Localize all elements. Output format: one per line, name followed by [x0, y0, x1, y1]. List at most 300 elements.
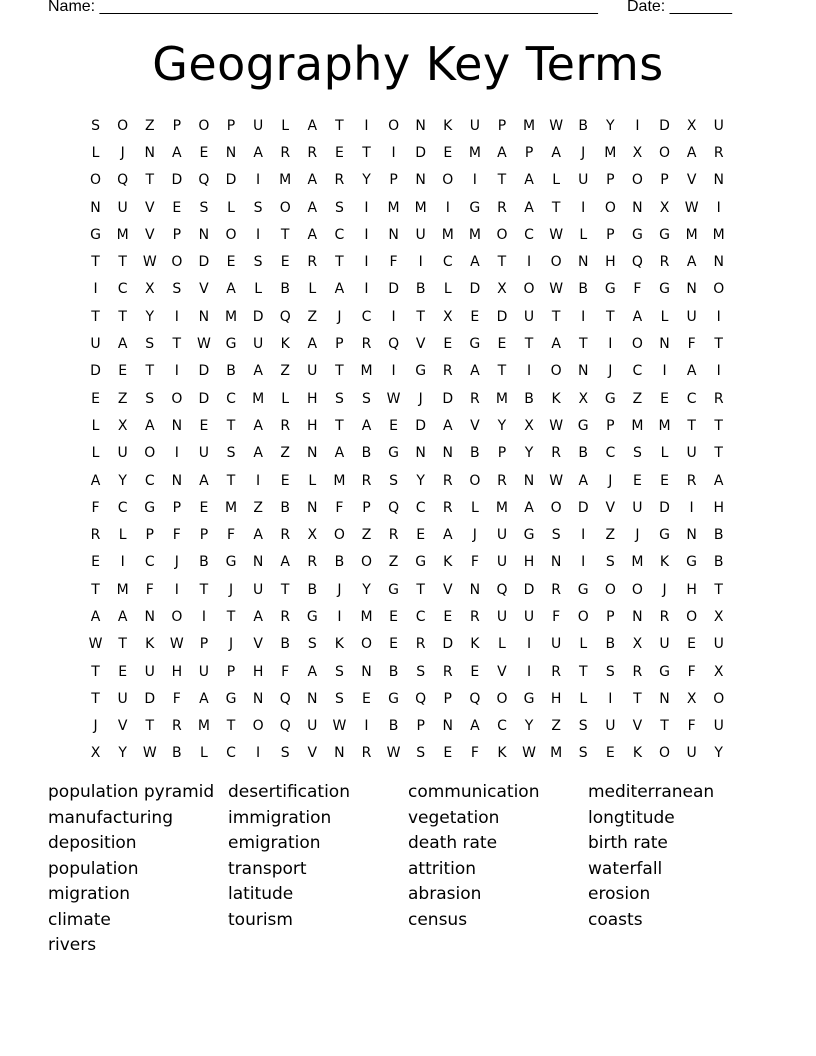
grid-letter[interactable]: T	[497, 363, 507, 380]
grid-letter[interactable]: S	[334, 663, 344, 680]
grid-letter[interactable]: F	[470, 745, 479, 762]
grid-letter[interactable]: F	[172, 527, 181, 544]
grid-letter[interactable]: O	[333, 527, 345, 544]
grid-letter[interactable]: I	[174, 581, 179, 598]
grid-letter[interactable]: R	[659, 254, 670, 271]
grid-letter[interactable]: N	[686, 281, 697, 298]
grid-letter[interactable]: G	[469, 336, 481, 353]
grid-letter[interactable]: I	[526, 663, 532, 680]
grid-letter[interactable]: T	[226, 608, 236, 625]
grid-letter[interactable]: J	[608, 472, 613, 489]
grid-letter[interactable]: O	[171, 390, 183, 407]
grid-letter[interactable]: I	[716, 363, 721, 380]
grid-letter[interactable]: X	[659, 199, 670, 216]
grid-letter[interactable]: M	[333, 472, 346, 489]
grid-letter[interactable]: C	[226, 390, 236, 407]
grid-letter[interactable]: N	[632, 608, 643, 625]
grid-letter[interactable]: Z	[144, 117, 155, 134]
grid-letter[interactable]: O	[496, 226, 508, 243]
grid-letter[interactable]: I	[364, 199, 369, 216]
grid-letter[interactable]: N	[90, 199, 101, 216]
grid-letter[interactable]: I	[581, 308, 586, 325]
grid-letter[interactable]: Q	[469, 690, 481, 707]
grid-letter[interactable]: E	[470, 663, 480, 680]
grid-letter[interactable]: U	[117, 445, 128, 462]
grid-letter[interactable]: N	[713, 172, 724, 189]
grid-letter[interactable]: E	[416, 527, 426, 544]
grid-letter[interactable]: P	[226, 117, 236, 134]
grid-letter[interactable]: U	[90, 336, 101, 353]
grid-letter[interactable]: G	[659, 226, 670, 243]
grid-letter[interactable]: A	[442, 417, 453, 434]
grid-letter[interactable]: Q	[279, 690, 291, 707]
grid-letter[interactable]: N	[577, 363, 589, 380]
grid-letter[interactable]: L	[281, 390, 290, 407]
grid-letter[interactable]: D	[659, 499, 670, 516]
grid-letter[interactable]: D	[496, 308, 508, 325]
grid-letter[interactable]: G	[469, 199, 481, 216]
grid-letter[interactable]: B	[226, 363, 236, 380]
grid-letter[interactable]: I	[256, 472, 261, 489]
grid-letter[interactable]: V	[497, 663, 507, 680]
grid-letter[interactable]: I	[608, 336, 613, 353]
grid-letter[interactable]: I	[391, 144, 396, 161]
grid-letter[interactable]: L	[308, 472, 317, 489]
grid-letter[interactable]: T	[91, 254, 100, 271]
grid-letter[interactable]: S	[91, 117, 100, 134]
grid-letter[interactable]: A	[361, 417, 372, 434]
grid-letter[interactable]: P	[416, 718, 425, 735]
grid-letter[interactable]: A	[90, 608, 101, 625]
grid-letter[interactable]: N	[307, 445, 318, 462]
grid-letter[interactable]: G	[388, 690, 399, 707]
grid-letter[interactable]: T	[362, 144, 371, 161]
grid-letter[interactable]: I	[635, 117, 640, 134]
grid-letter[interactable]: P	[362, 499, 371, 516]
grid-letter[interactable]: R	[442, 663, 453, 680]
grid-letter[interactable]: E	[389, 417, 398, 434]
grid-letter[interactable]: P	[497, 445, 507, 462]
grid-letter[interactable]: O	[604, 581, 616, 598]
grid-letter[interactable]: Y	[524, 445, 534, 462]
grid-letter[interactable]: U	[252, 581, 264, 598]
grid-letter[interactable]: K	[659, 554, 670, 571]
grid-letter[interactable]: A	[253, 527, 263, 544]
grid-letter[interactable]: E	[389, 636, 398, 653]
grid-letter[interactable]: T	[145, 363, 155, 380]
grid-letter[interactable]: G	[306, 608, 318, 625]
grid-letter[interactable]: N	[307, 690, 318, 707]
grid-letter[interactable]: U	[686, 745, 697, 762]
grid-letter[interactable]: F	[687, 663, 696, 680]
grid-letter[interactable]: L	[308, 281, 317, 298]
grid-letter[interactable]: G	[659, 281, 670, 298]
grid-letter[interactable]: I	[716, 308, 721, 325]
grid-letter[interactable]: S	[145, 390, 155, 407]
grid-letter[interactable]: U	[659, 636, 670, 653]
grid-letter[interactable]: T	[416, 581, 425, 598]
grid-letter[interactable]: O	[144, 445, 156, 462]
grid-letter[interactable]: X	[144, 281, 155, 298]
grid-letter[interactable]: X	[442, 308, 453, 325]
date-field[interactable]: Date: _______	[627, 0, 732, 15]
grid-letter[interactable]: J	[174, 554, 179, 571]
grid-letter[interactable]: A	[226, 281, 236, 298]
grid-letter[interactable]: A	[551, 144, 561, 161]
grid-letter[interactable]: T	[118, 254, 127, 271]
grid-letter[interactable]: J	[228, 581, 234, 598]
grid-letter[interactable]: W	[549, 117, 564, 134]
grid-letter[interactable]: I	[608, 690, 613, 707]
grid-letter[interactable]: C	[524, 226, 534, 243]
grid-letter[interactable]: A	[524, 172, 534, 189]
grid-letter[interactable]: U	[496, 608, 508, 625]
grid-letter[interactable]: X	[117, 417, 128, 434]
grid-letter[interactable]: I	[120, 554, 125, 571]
grid-letter[interactable]: Q	[631, 254, 643, 271]
grid-letter[interactable]: J	[608, 363, 613, 380]
grid-letter[interactable]: N	[442, 445, 453, 462]
grid-letter[interactable]: T	[551, 308, 561, 325]
grid-letter[interactable]: R	[334, 172, 345, 189]
grid-letter[interactable]: G	[415, 363, 427, 380]
grid-letter[interactable]: U	[307, 718, 318, 735]
grid-letter[interactable]: U	[415, 226, 426, 243]
grid-letter[interactable]: L	[281, 117, 290, 134]
grid-letter[interactable]: I	[391, 363, 396, 380]
grid-letter[interactable]: I	[662, 363, 667, 380]
grid-letter[interactable]: E	[91, 554, 100, 571]
grid-letter[interactable]: M	[658, 417, 671, 434]
grid-letter[interactable]: Y	[606, 117, 615, 134]
grid-letter[interactable]: A	[199, 472, 209, 489]
grid-letter[interactable]: P	[497, 117, 507, 134]
grid-letter[interactable]: P	[524, 144, 534, 161]
grid-letter[interactable]: J	[581, 144, 586, 161]
grid-letter[interactable]: A	[90, 472, 101, 489]
grid-letter[interactable]: U	[252, 117, 264, 134]
grid-letter[interactable]: N	[659, 336, 670, 353]
grid-letter[interactable]: V	[307, 745, 318, 762]
grid-letter[interactable]: U	[686, 445, 697, 462]
grid-letter[interactable]: U	[605, 718, 616, 735]
grid-letter[interactable]: B	[307, 581, 318, 598]
grid-letter[interactable]: Z	[605, 527, 616, 544]
grid-letter[interactable]: U	[551, 636, 562, 653]
grid-letter[interactable]: G	[659, 527, 670, 544]
grid-letter[interactable]: F	[389, 254, 398, 271]
grid-letter[interactable]: E	[632, 472, 642, 489]
grid-letter[interactable]: T	[226, 718, 236, 735]
grid-letter[interactable]: O	[659, 745, 671, 762]
grid-letter[interactable]: E	[389, 608, 398, 625]
grid-letter[interactable]: Q	[117, 172, 129, 189]
grid-letter[interactable]: U	[686, 308, 697, 325]
grid-letter[interactable]: M	[495, 390, 508, 407]
grid-letter[interactable]: L	[200, 745, 208, 762]
grid-letter[interactable]: X	[713, 608, 724, 625]
grid-letter[interactable]: A	[307, 663, 318, 680]
grid-letter[interactable]: F	[226, 527, 236, 544]
grid-letter[interactable]: S	[226, 445, 236, 462]
grid-letter[interactable]: C	[226, 745, 236, 762]
grid-letter[interactable]: H	[171, 663, 183, 680]
grid-letter[interactable]: E	[226, 254, 236, 271]
grid-letter[interactable]: J	[635, 527, 640, 544]
grid-letter[interactable]: Z	[361, 527, 372, 544]
grid-letter[interactable]: L	[227, 199, 235, 216]
grid-letter[interactable]: W	[549, 417, 564, 434]
grid-letter[interactable]: S	[389, 472, 399, 489]
grid-letter[interactable]: L	[579, 690, 588, 707]
grid-letter[interactable]: D	[198, 390, 210, 407]
grid-letter[interactable]: V	[442, 581, 453, 598]
grid-letter[interactable]: M	[441, 226, 454, 243]
grid-letter[interactable]: S	[578, 745, 588, 762]
grid-letter[interactable]: I	[364, 117, 369, 134]
grid-letter[interactable]: R	[469, 390, 480, 407]
grid-letter[interactable]: P	[389, 172, 398, 189]
grid-letter[interactable]: I	[391, 308, 396, 325]
grid-letter[interactable]: G	[604, 390, 616, 407]
grid-letter[interactable]: B	[605, 636, 616, 653]
grid-letter[interactable]: O	[631, 172, 643, 189]
grid-letter[interactable]: E	[443, 144, 453, 161]
grid-letter[interactable]: S	[199, 199, 209, 216]
name-field[interactable]: Name: ________________________________________________________	[48, 0, 598, 15]
grid-letter[interactable]: S	[362, 390, 371, 407]
grid-letter[interactable]: N	[415, 445, 426, 462]
grid-letter[interactable]: M	[387, 199, 400, 216]
grid-letter[interactable]: D	[577, 499, 589, 516]
grid-letter[interactable]: C	[605, 445, 616, 462]
grid-letter[interactable]: W	[332, 718, 347, 735]
grid-letter[interactable]: E	[199, 417, 209, 434]
grid-letter[interactable]: S	[145, 336, 155, 353]
grid-letter[interactable]: I	[581, 527, 586, 544]
grid-letter[interactable]: G	[523, 527, 535, 544]
grid-letter[interactable]: T	[280, 581, 290, 598]
grid-letter[interactable]: B	[415, 281, 426, 298]
grid-letter[interactable]: R	[361, 336, 372, 353]
grid-letter[interactable]: T	[714, 581, 723, 598]
grid-letter[interactable]: A	[524, 199, 534, 216]
grid-letter[interactable]: V	[470, 417, 480, 434]
grid-letter[interactable]: S	[307, 636, 317, 653]
grid-letter[interactable]: B	[280, 636, 290, 653]
grid-letter[interactable]: R	[361, 745, 372, 762]
grid-letter[interactable]: A	[334, 445, 345, 462]
grid-letter[interactable]: Z	[632, 390, 643, 407]
grid-letter[interactable]: N	[334, 745, 345, 762]
grid-letter[interactable]: Q	[388, 499, 400, 516]
grid-letter[interactable]: X	[632, 636, 643, 653]
grid-letter[interactable]: S	[253, 254, 263, 271]
grid-letter[interactable]: M	[523, 117, 536, 134]
grid-letter[interactable]: G	[144, 499, 156, 516]
grid-letter[interactable]: T	[714, 336, 723, 353]
grid-letter[interactable]: U	[713, 636, 724, 653]
grid-letter[interactable]: M	[116, 226, 129, 243]
grid-letter[interactable]: T	[335, 417, 344, 434]
grid-letter[interactable]: I	[174, 445, 179, 462]
grid-letter[interactable]: A	[307, 336, 318, 353]
grid-letter[interactable]: V	[605, 499, 616, 516]
grid-letter[interactable]: H	[713, 499, 724, 516]
grid-letter[interactable]: F	[172, 690, 181, 707]
grid-letter[interactable]: B	[334, 554, 345, 571]
grid-letter[interactable]: F	[91, 499, 100, 516]
grid-letter[interactable]: S	[632, 445, 642, 462]
grid-letter[interactable]: P	[606, 417, 615, 434]
grid-letter[interactable]: Z	[253, 499, 263, 516]
grid-letter[interactable]: Q	[496, 581, 508, 598]
grid-letter[interactable]: V	[632, 718, 643, 735]
grid-letter[interactable]: O	[659, 144, 671, 161]
grid-letter[interactable]: R	[469, 608, 480, 625]
grid-letter[interactable]: C	[361, 308, 372, 325]
grid-letter[interactable]: V	[199, 281, 209, 298]
grid-letter[interactable]: Y	[118, 745, 127, 762]
grid-letter[interactable]: E	[687, 636, 697, 653]
grid-letter[interactable]: O	[577, 608, 589, 625]
grid-letter[interactable]: O	[360, 636, 372, 653]
grid-letter[interactable]: R	[713, 390, 724, 407]
grid-letter[interactable]: U	[198, 445, 210, 462]
grid-letter[interactable]: P	[172, 499, 182, 516]
grid-letter[interactable]: A	[470, 254, 480, 271]
grid-letter[interactable]: A	[470, 718, 480, 735]
grid-letter[interactable]: A	[497, 144, 507, 161]
grid-letter[interactable]: V	[144, 226, 155, 243]
grid-letter[interactable]: K	[632, 745, 643, 762]
grid-letter[interactable]: Y	[118, 472, 127, 489]
grid-letter[interactable]: J	[120, 144, 125, 161]
grid-letter[interactable]: P	[199, 527, 209, 544]
grid-letter[interactable]: W	[549, 281, 564, 298]
grid-letter[interactable]: T	[524, 336, 534, 353]
grid-letter[interactable]: O	[496, 690, 508, 707]
grid-letter[interactable]: U	[469, 117, 480, 134]
grid-letter[interactable]: W	[386, 745, 401, 762]
grid-letter[interactable]: W	[684, 199, 699, 216]
grid-letter[interactable]: M	[712, 226, 725, 243]
grid-letter[interactable]: A	[686, 144, 697, 161]
grid-letter[interactable]: I	[174, 308, 179, 325]
grid-letter[interactable]: B	[280, 499, 290, 516]
grid-letter[interactable]: P	[335, 336, 344, 353]
grid-letter[interactable]: H	[307, 390, 318, 407]
grid-letter[interactable]: T	[660, 718, 669, 735]
grid-letter[interactable]: M	[685, 226, 698, 243]
grid-letter[interactable]: R	[551, 663, 561, 680]
grid-letter[interactable]: N	[713, 254, 724, 271]
grid-letter[interactable]: R	[551, 445, 561, 462]
grid-letter[interactable]: I	[472, 172, 477, 189]
grid-letter[interactable]: L	[579, 636, 588, 653]
grid-letter[interactable]: A	[253, 363, 263, 380]
grid-letter[interactable]: N	[252, 690, 264, 707]
grid-letter[interactable]: A	[334, 281, 345, 298]
grid-letter[interactable]: R	[442, 499, 453, 516]
grid-letter[interactable]: T	[280, 226, 290, 243]
grid-letter[interactable]: H	[605, 254, 616, 271]
grid-letter[interactable]: P	[172, 117, 182, 134]
grid-letter[interactable]: J	[418, 390, 423, 407]
grid-letter[interactable]: N	[686, 527, 697, 544]
grid-letter[interactable]: A	[307, 172, 318, 189]
grid-letter[interactable]: R	[280, 144, 291, 161]
grid-letter[interactable]: I	[689, 499, 694, 516]
grid-letter[interactable]: K	[497, 745, 507, 762]
grid-letter[interactable]: K	[280, 336, 290, 353]
grid-letter[interactable]: G	[686, 554, 698, 571]
grid-letter[interactable]: B	[470, 445, 480, 462]
grid-letter[interactable]: S	[605, 554, 615, 571]
grid-letter[interactable]: D	[469, 281, 481, 298]
grid-letter[interactable]: O	[388, 117, 400, 134]
grid-letter[interactable]: W	[142, 745, 157, 762]
grid-letter[interactable]: G	[225, 554, 237, 571]
grid-letter[interactable]: O	[117, 117, 129, 134]
grid-letter[interactable]: L	[579, 226, 588, 243]
grid-letter[interactable]: E	[280, 472, 290, 489]
grid-letter[interactable]: R	[280, 608, 291, 625]
grid-letter[interactable]: P	[199, 636, 209, 653]
grid-letter[interactable]: O	[550, 499, 562, 516]
grid-letter[interactable]: B	[578, 445, 589, 462]
grid-letter[interactable]: G	[577, 581, 589, 598]
grid-letter[interactable]: N	[415, 117, 426, 134]
grid-letter[interactable]: W	[549, 226, 564, 243]
grid-letter[interactable]: X	[497, 281, 507, 298]
grid-letter[interactable]: X	[686, 690, 697, 707]
grid-letter[interactable]: D	[252, 308, 264, 325]
grid-letter[interactable]: S	[334, 390, 344, 407]
grid-letter[interactable]: S	[172, 281, 182, 298]
grid-letter[interactable]: E	[605, 745, 615, 762]
grid-letter[interactable]: L	[254, 281, 263, 298]
grid-letter[interactable]: H	[686, 581, 697, 598]
grid-letter[interactable]: N	[171, 417, 183, 434]
grid-letter[interactable]: T	[578, 663, 588, 680]
grid-letter[interactable]: O	[360, 554, 372, 571]
grid-letter[interactable]: B	[280, 281, 290, 298]
grid-letter[interactable]: U	[496, 527, 508, 544]
grid-letter[interactable]: C	[415, 608, 426, 625]
grid-letter[interactable]: F	[470, 554, 479, 571]
grid-letter[interactable]: A	[524, 499, 534, 516]
grid-letter[interactable]: A	[578, 472, 589, 489]
grid-letter[interactable]: T	[335, 363, 344, 380]
grid-letter[interactable]: T	[606, 308, 615, 325]
grid-letter[interactable]: F	[687, 718, 696, 735]
grid-letter[interactable]: G	[90, 226, 101, 243]
grid-letter[interactable]: B	[172, 745, 182, 762]
grid-letter[interactable]: E	[118, 663, 128, 680]
grid-letter[interactable]: D	[171, 172, 183, 189]
grid-letter[interactable]: Q	[198, 172, 210, 189]
grid-letter[interactable]: L	[91, 445, 100, 462]
grid-letter[interactable]: U	[632, 499, 643, 516]
grid-letter[interactable]: P	[606, 172, 615, 189]
grid-letter[interactable]: J	[662, 581, 667, 598]
grid-letter[interactable]: C	[144, 472, 155, 489]
grid-letter[interactable]: R	[361, 472, 372, 489]
grid-letter[interactable]: P	[443, 690, 452, 707]
grid-letter[interactable]: N	[144, 144, 155, 161]
grid-letter[interactable]: R	[713, 144, 724, 161]
